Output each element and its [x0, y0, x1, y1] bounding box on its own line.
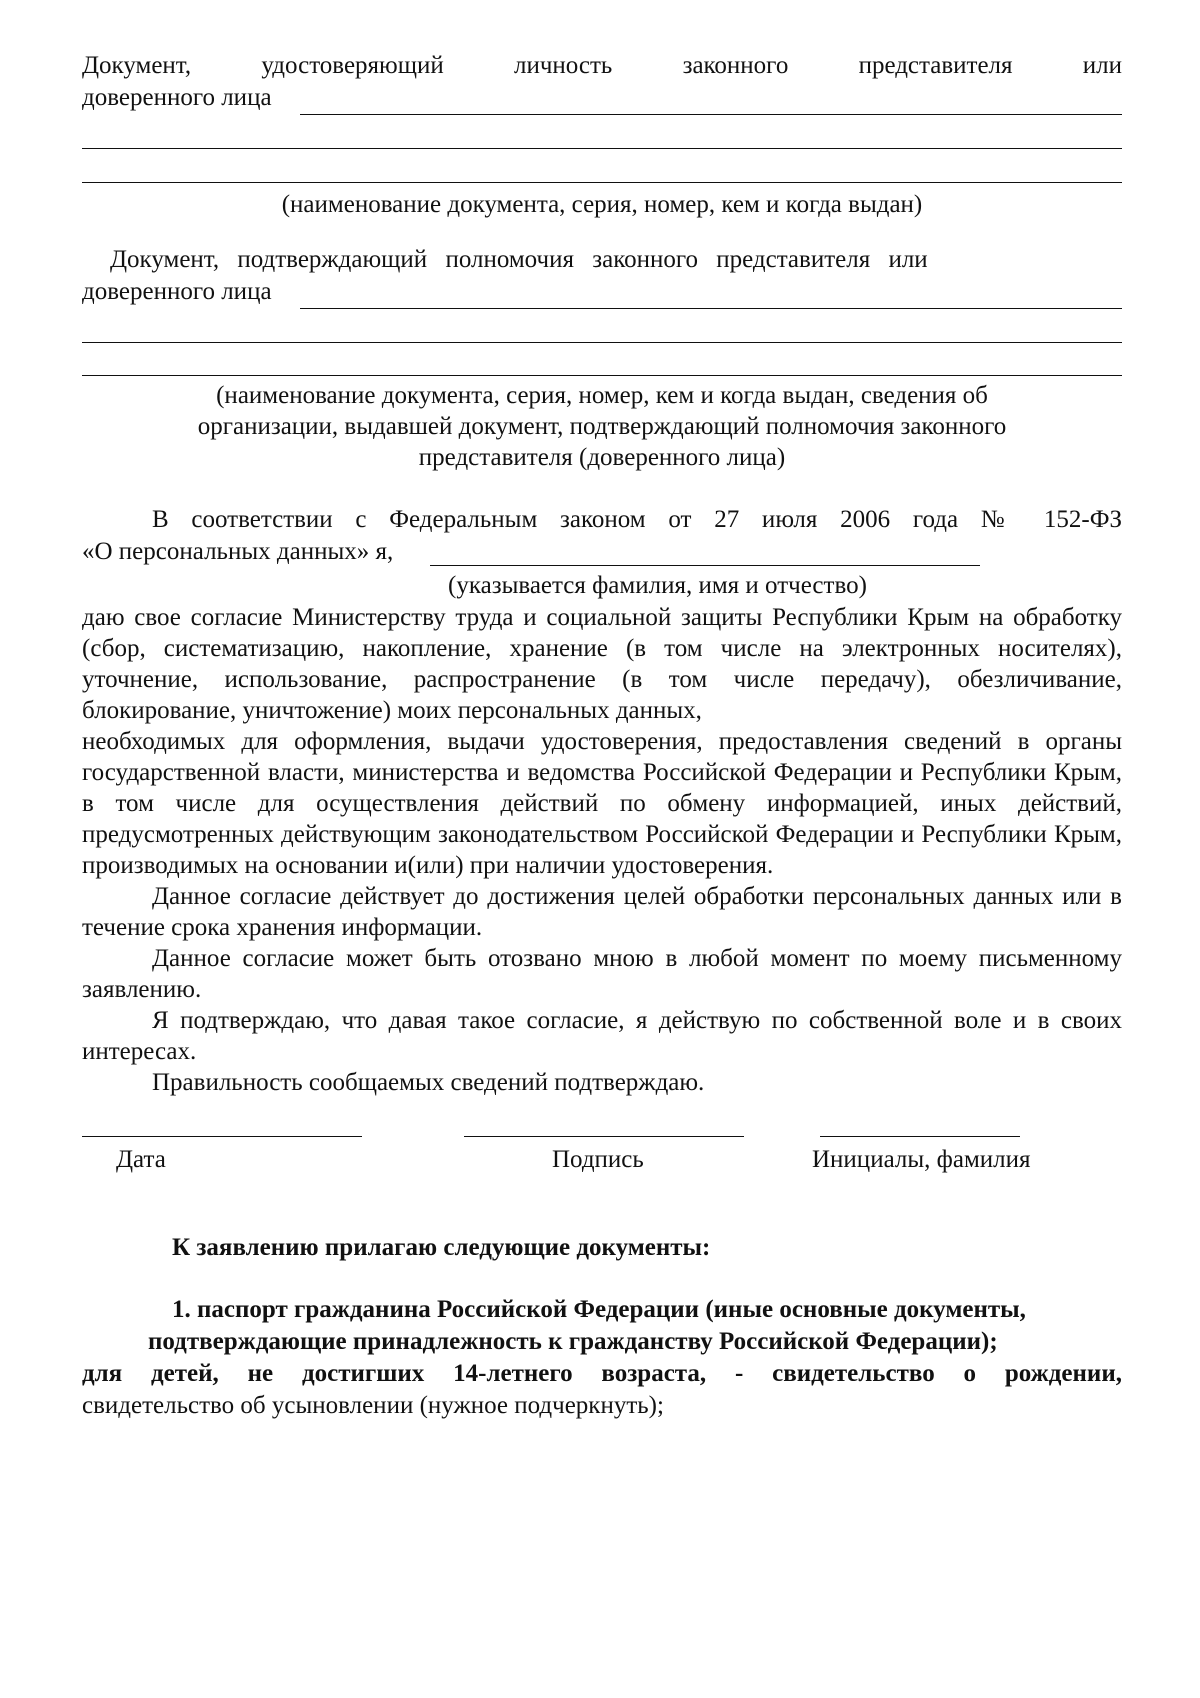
consent-paragraph: Данное согласие действует до достижения целей обработки персональных данных или в течение срока хранения информации.: [82, 883, 1122, 941]
heading-word: или: [1082, 52, 1122, 79]
caption-line: организации, выдавшей документ, подтверждающий полномочия законного: [197, 413, 1007, 440]
attachment-item-line: 1. паспорт гражданина Российской Федерации (иные основные документы,: [172, 1296, 1026, 1323]
heading-word: удостоверяющий: [261, 52, 444, 79]
identity-doc-label: доверенного лица: [82, 84, 272, 111]
full-name-fill-line[interactable]: [430, 565, 980, 566]
authority-doc-fill-line[interactable]: [82, 375, 1122, 376]
attachment-item-line: для детей, не достигших 14-летнего возраста, - свидетельство о рождении,: [82, 1360, 1122, 1387]
authority-doc-fill-line[interactable]: [82, 342, 1122, 343]
heading-word: личность: [513, 52, 613, 79]
date-line[interactable]: [82, 1136, 362, 1137]
consent-intro-line2: «О персональных данных» я,: [82, 538, 394, 565]
identity-doc-fill-line[interactable]: [82, 148, 1122, 149]
attachment-item-line: подтверждающие принадлежность к гражданству Российской Федерации);: [148, 1328, 998, 1355]
consent-paragraph: необходимых для оформления, выдачи удостоверения, предоставления сведений в органы государственной власти, министерства и ведомства Российской Федерации и Республики Крым, в том числе для осуществления действий по обмену информацией, иных действий, предусмотренных действующим законодательством Российской Федерации и Республики Крым, производимых на основании и(или) при наличии удостоверения.: [82, 728, 1122, 879]
identity-doc-fill-line[interactable]: [300, 114, 1122, 115]
consent-intro-line: В соответствии с Федеральным законом от 27 июля 2006 года № 152-ФЗ: [152, 506, 1122, 533]
authority-doc-caption: [82, 380, 1122, 473]
identity-doc-caption: (наименование документа, серия, номер, кем и когда выдан): [281, 191, 923, 218]
attachments-heading: К заявлению прилагаю следующие документы:: [172, 1234, 711, 1261]
identity-doc-heading: [82, 50, 1122, 81]
full-name-caption: (указывается фамилия, имя и отчество): [448, 572, 867, 599]
initials-label: Инициалы, фамилия: [812, 1146, 1031, 1173]
identity-doc-fill-line[interactable]: [82, 182, 1122, 183]
heading-word: Документ,: [82, 52, 192, 79]
caption-line: представителя (доверенного лица): [418, 444, 786, 471]
date-label: Дата: [116, 1146, 166, 1173]
consent-paragraph: Данное согласие может быть отозвано мною в любой момент по моему письменному заявлению.: [82, 945, 1122, 1003]
attachment-item-line: свидетельство об усыновлении (нужное подчеркнуть);: [82, 1392, 664, 1419]
signature-label: Подпись: [552, 1146, 644, 1173]
heading-word: представителя: [858, 52, 1013, 79]
caption-line: (наименование документа, серия, номер, кем и когда выдан, сведения об: [216, 382, 988, 409]
consent-paragraph: Я подтверждаю, что давая такое согласие, я действую по собственной воле и в своих интересах.: [82, 1007, 1122, 1065]
consent-body: [82, 602, 1122, 1098]
initials-line[interactable]: [820, 1136, 1020, 1137]
authority-doc-label: доверенного лица: [82, 278, 272, 305]
consent-paragraph: даю свое согласие Министерству труда и социальной защиты Республики Крым на обработку (сбор, систематизацию, накопление, хранение (в том числе на электронных носителях), уточнение, использование, распространение (в том числе передачу), обезличивание, блокирование, уничтожение) моих персональных данных,: [82, 604, 1122, 724]
heading-word: законного: [682, 52, 789, 79]
authority-doc-heading: Документ, подтверждающий полномочия законного представителя или: [110, 246, 928, 273]
signature-line[interactable]: [464, 1136, 744, 1137]
consent-paragraph: Правильность сообщаемых сведений подтверждаю.: [152, 1069, 705, 1096]
authority-doc-fill-line[interactable]: [300, 308, 1122, 309]
